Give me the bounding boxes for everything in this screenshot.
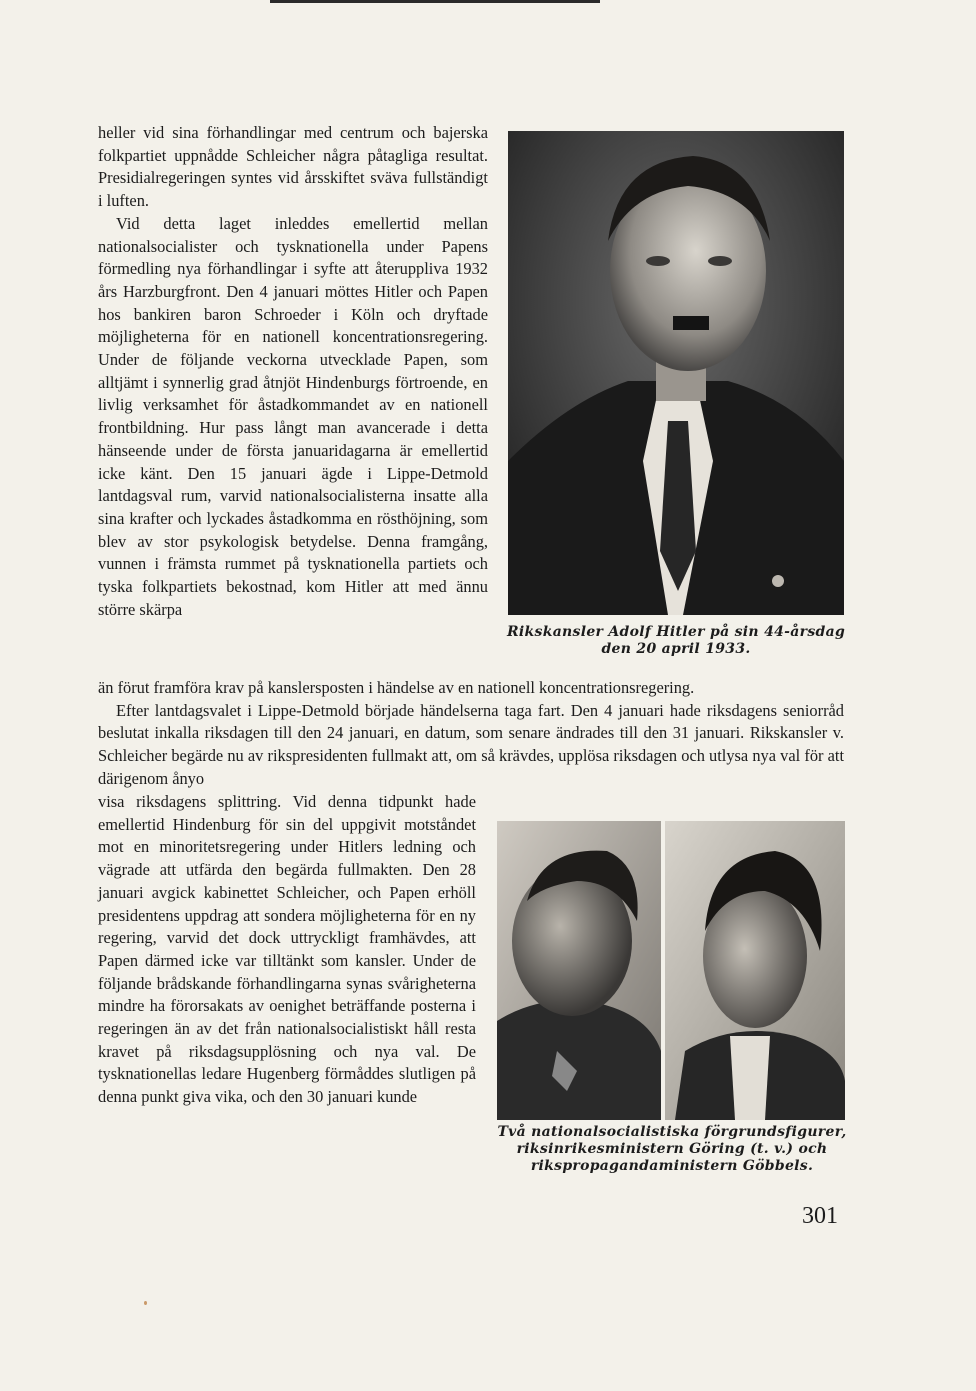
top-edge-rule [270, 0, 600, 3]
portrait-photo-goring [497, 821, 661, 1120]
paragraph-wide-2: Efter lantdagsvalet i Lippe-Detmold började händelserna taga fart. Den 4 januari hade riksdagens seniorråd beslutat inkalla riksdagen till den 24 januari, en datum, som senare ändrades till den 31 januari. Rikskansler v. Schleicher begärde nu av rikspresidenten fullmakt att, om så krävdes, upplösa riksdagen och utlysa nya val för att därigenom ånyo [98, 700, 844, 788]
paragraph-1: heller vid sina förhandlingar med centrum och bajerska folkpartiet uppnådde Schleicher några påtagliga resultat. Presidialregeringen syntes vid årsskiftet sväva fullständigt i luften. [98, 123, 488, 211]
caption-hitler-line-1: Rikskansler Adolf Hitler på sin 44-årsdag [506, 624, 846, 640]
caption-hitler-line-2: den 20 april 1933. [601, 641, 751, 657]
portrait-image-goring [497, 821, 661, 1120]
caption-pair-line-2: riksinrikesministern Göring (t. v.) och [516, 1141, 828, 1157]
article-wide-block [98, 677, 844, 791]
caption-goring-gobbels [496, 1124, 848, 1175]
portrait-image-gobbels [665, 821, 845, 1120]
caption-pair-line-3: rikspropagandaministern Göbbels. [530, 1158, 814, 1174]
portrait-photo-hitler [508, 131, 844, 615]
paragraph-wide-1: än förut framföra krav på kanslersposten i händelse av en nationell koncentrationsregering. [98, 678, 695, 697]
paragraph-bottom: visa riksdagens splittring. Vid denna tidpunkt hade emellertid Hindenburg för sin del uppgivit motståndet mot en minoritetsregering under Hitlers ledning och vägrade att utfärda den begärda fullmakten. Den 28 januari avgick kabinettet Schleicher, och Papen erhöll presidentens uppdrag att sondera möjligheterna för en ny regering, varvid det dock uttryckligt framhävdes, att Papen därmed icke var tilltänkt som kansler. Under de följande brådskande förhandlingarna synas svårigheterna mindre ha förorsakats av oenighet beträffande posterna i regeringen än av det från nationalsocialistiskt håll resta kravet på riksdagsupplösning och nya val. De tysknationellas ledare Hugenberg förmåddes slutligen på denna punkt giva vika, och den 30 januari kunde [98, 792, 476, 1107]
article-column-top [98, 122, 488, 677]
paper-speck [144, 1301, 147, 1305]
caption-hitler [505, 624, 847, 658]
paragraph-2: Vid detta laget inleddes emellertid mellan nationalsocialister och tysknationella under Papens förmedling nya förhandlingar i syfte att återuppliva 1932 års Harzburgfront. Den 4 januari möttes Hitler och Papen hos bankiren baron Schroeder i Köln och dryftade möjligheterna för en nationell koncentrationsregering. Under de följande veckorna utvecklade Papen, som alltjämt i synnerlig grad åtnjöt Hindenburgs förtroende, en livlig verksamhet för åstadkommandet av en nationell frontbildning. Hur pass långt man avancerade i detta hänseende under de första januaridagarna är emellertid icke känt. Den 15 januari ägde i Lippe-Detmold lantdagsval rum, varvid nationalsocialisterna insatte alla sina krafter och lyckades åstadkomma en rösthöjning, som blev av stor psykologisk betydelse. Denna framgång, vunnen i främsta rummet på tysknationella partiets och tyska folkpartiets bekostnad, kom Hitler att med ännu större skärpa [98, 213, 488, 619]
page-number: 301 [802, 1203, 838, 1229]
portrait-photo-gobbels [665, 821, 845, 1120]
article-column-bottom [98, 791, 476, 1109]
caption-pair-line-1: Två nationalsocialistiska förgrundsfigurer, [497, 1124, 847, 1140]
portrait-image [508, 131, 844, 615]
